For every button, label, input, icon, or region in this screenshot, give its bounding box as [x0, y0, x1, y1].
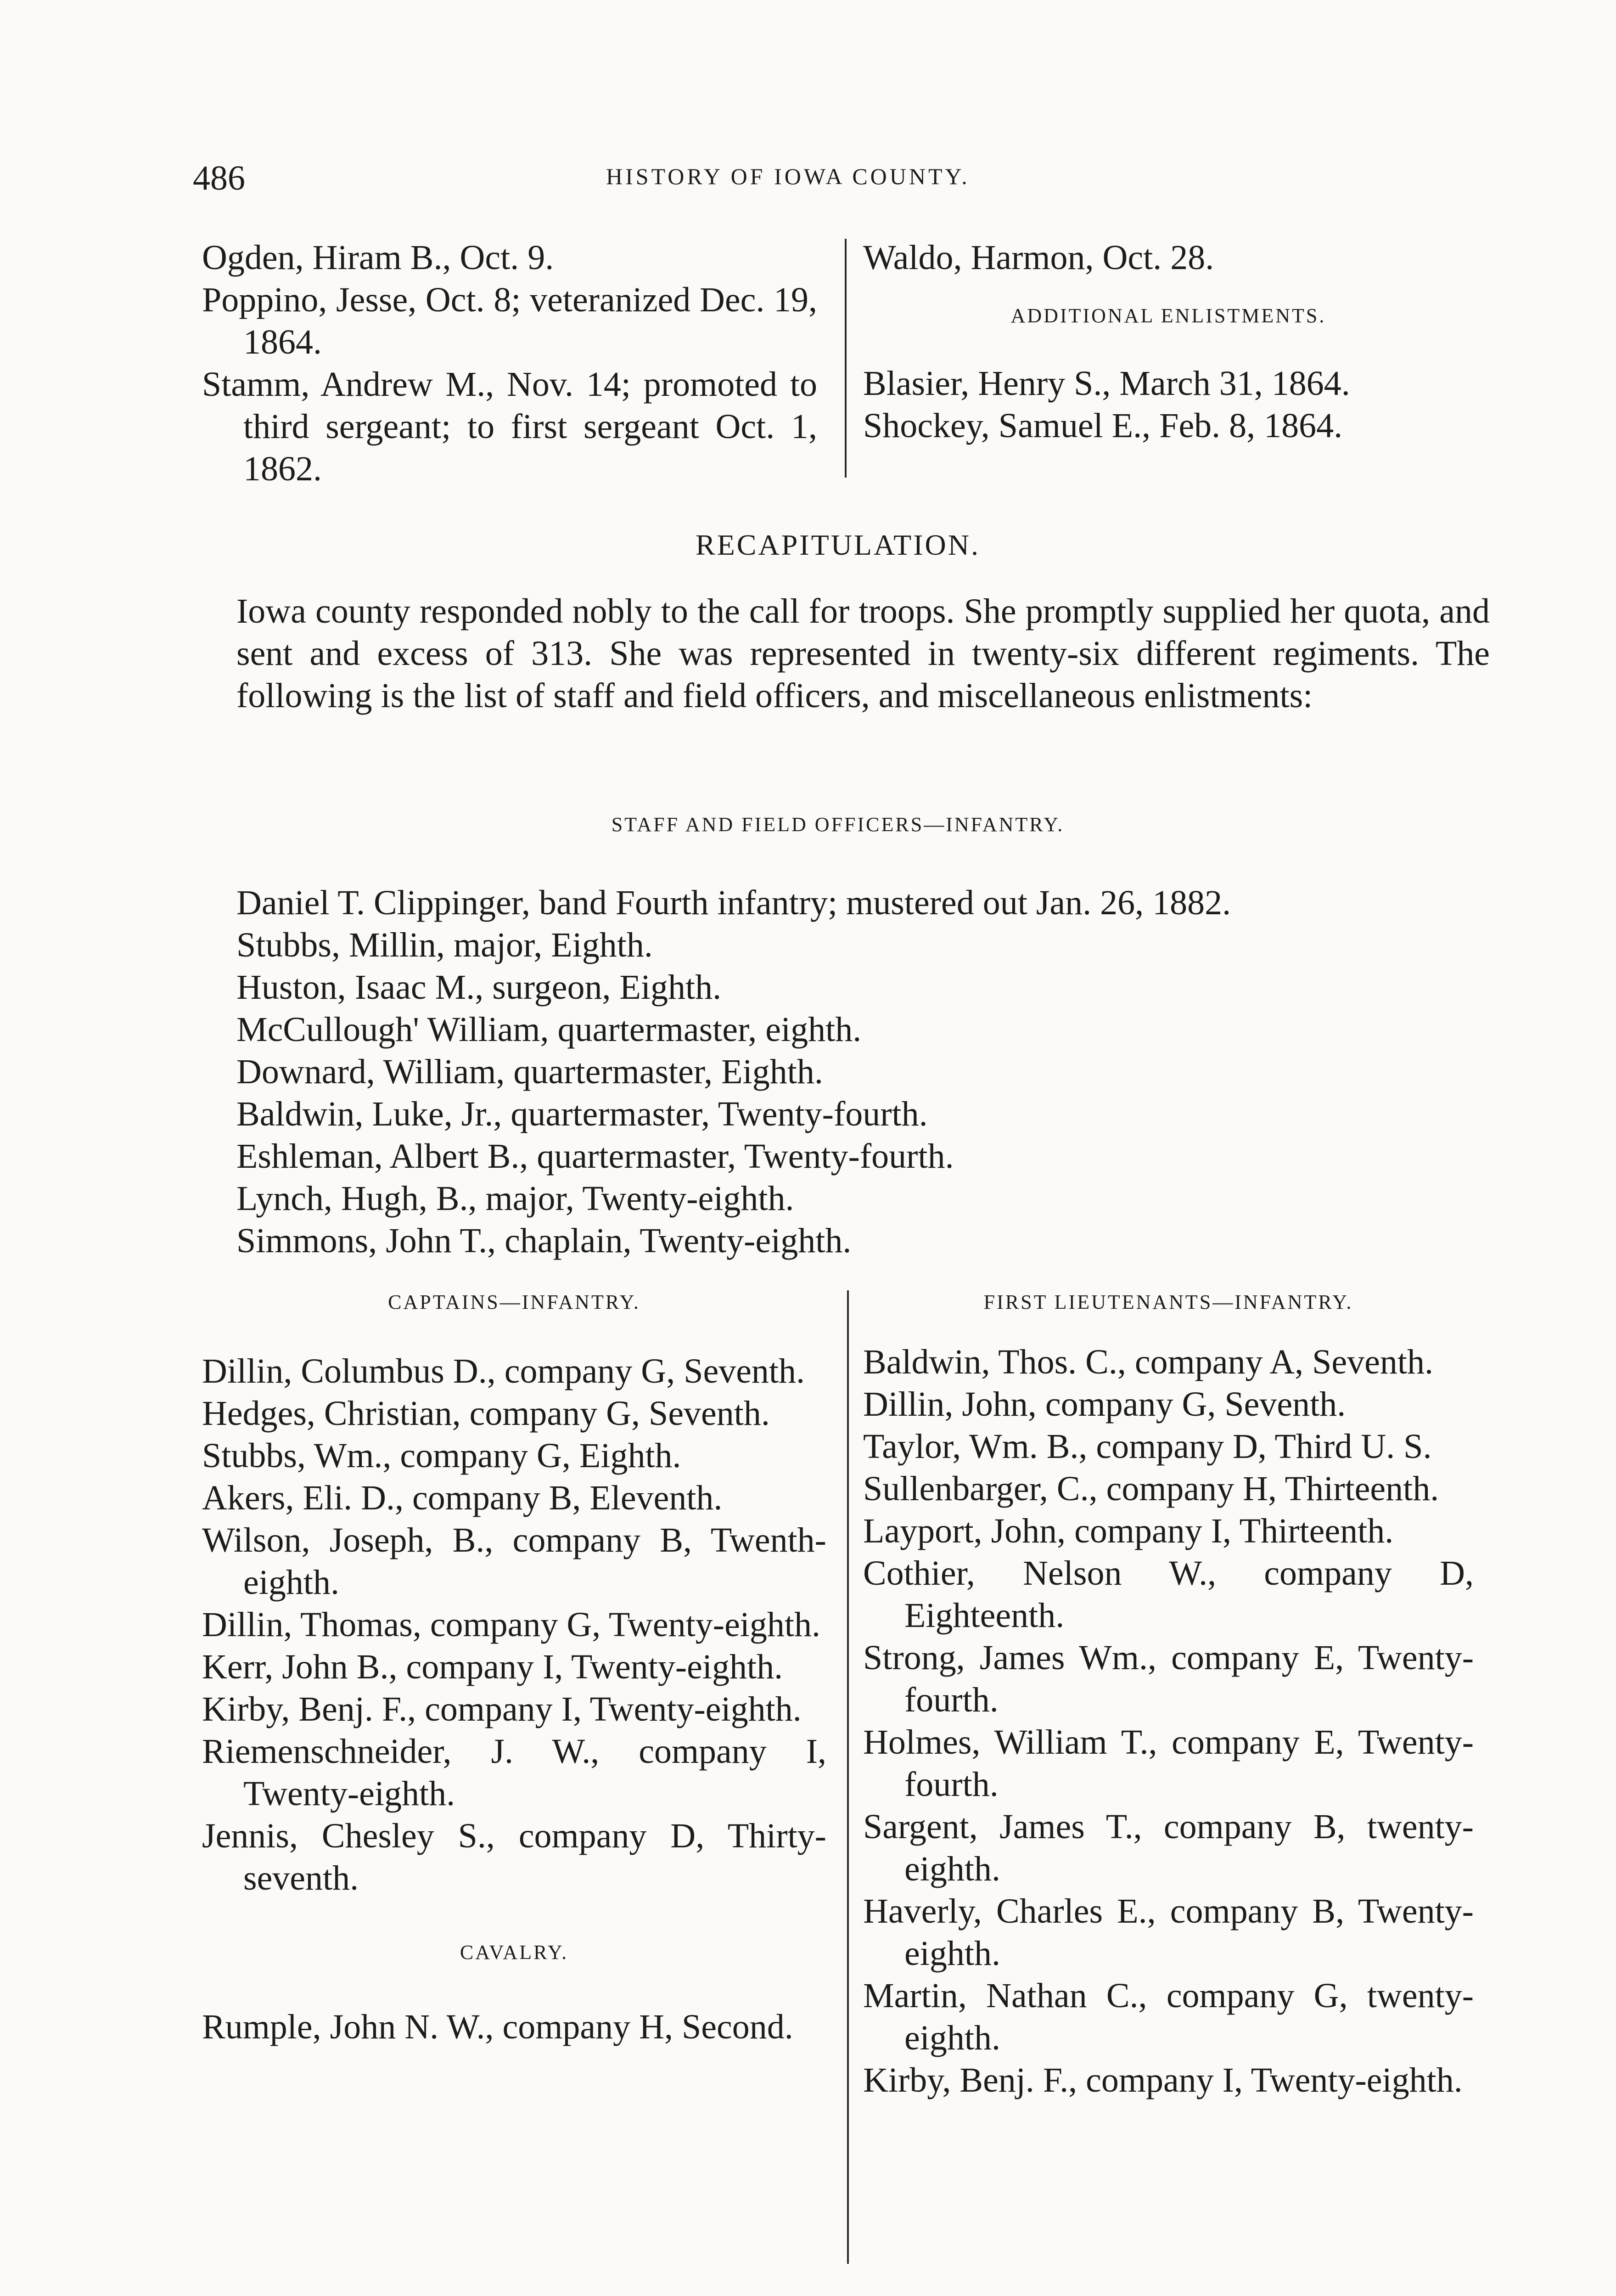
page-number: 486 [193, 159, 245, 197]
list-item: Daniel T. Clippinger, band Fourth infantry; mustered out Jan. 26, 1882. [236, 884, 1231, 922]
list-item: Ogden, Hiram B., Oct. 9. [202, 238, 554, 277]
list-item: Kirby, Benj. F., company I, Twenty-eighth. [202, 1690, 802, 1728]
running-title: HISTORY OF IOWA COUNTY. [606, 163, 970, 189]
list-item: Sullenbarger, C., company H, Thirteenth. [863, 1469, 1439, 1508]
list-item: Martin, Nathan C., company G, twenty-eighth. [863, 1976, 1474, 2057]
column-divider [845, 239, 847, 478]
list-item: Sargent, James T., company B, twenty-eighth. [863, 1807, 1474, 1888]
list-item: Simmons, John T., chaplain, Twenty-eighth. [236, 1221, 852, 1260]
subheading-additional-enlistments: ADDITIONAL ENLISTMENTS. [1010, 304, 1326, 327]
list-item: Akers, Eli. D., company B, Eleventh. [202, 1479, 723, 1517]
list-item: Lynch, Hugh, B., major, Twenty-eighth. [236, 1179, 794, 1218]
list-item: Waldo, Harmon, Oct. 28. [863, 238, 1214, 277]
list-item: Dillin, John, company G, Seventh. [863, 1385, 1346, 1424]
captains-heading: CAPTAINS—INFANTRY. [388, 1291, 640, 1313]
list-item: Riemenschneider, J. W., company I, Twenty-eighth. [202, 1732, 826, 1813]
list-item: Stubbs, Wm., company G, Eighth. [202, 1436, 681, 1475]
list-item: Kirby, Benj. F., company I, Twenty-eighth. [863, 2061, 1463, 2099]
list-item: Stamm, Andrew M., Nov. 14; promoted to third sergeant; to first sergeant Oct. 1, 1862. [202, 365, 817, 488]
list-item: Poppino, Jesse, Oct. 8; veteranized Dec. 19, 1864. [202, 281, 817, 361]
column-divider [847, 1290, 849, 2264]
list-item: Shockey, Samuel E., Feb. 8, 1864. [863, 406, 1343, 445]
list-item: Layport, John, company I, Thirteenth. [863, 1512, 1394, 1550]
list-item: Cothier, Nelson W., company D, Eighteenth. [863, 1554, 1474, 1635]
list-item: Taylor, Wm. B., company D, Third U. S. [863, 1427, 1432, 1466]
staff-list [236, 882, 1490, 1262]
list-item: Haverly, Charles E., company B, Twenty-eighth. [863, 1892, 1474, 1973]
list-item: Baldwin, Thos. C., company A, Seventh. [863, 1343, 1433, 1381]
cavalry-heading: CAVALRY. [460, 1941, 569, 1964]
list-item: Holmes, William T., company E, Twenty-fourth. [863, 1723, 1474, 1804]
list-item: Eshleman, Albert B., quartermaster, Twenty-fourth. [236, 1137, 954, 1176]
list-item: Hedges, Christian, company G, Seventh. [202, 1394, 770, 1433]
list-item: Kerr, John B., company I, Twenty-eighth. [202, 1648, 783, 1686]
list-item: Rumple, John N. W., company H, Second. [202, 2008, 793, 2046]
list-item: Baldwin, Luke, Jr., quartermaster, Twenty-fourth. [236, 1095, 928, 1133]
list-item: Stubbs, Millin, major, Eighth. [236, 926, 653, 964]
list-item: Blasier, Henry S., March 31, 1864. [863, 364, 1350, 403]
list-item: Wilson, Joseph, B., company B, Twenth-eighth. [202, 1521, 826, 1602]
list-item: Strong, James Wm., company E, Twenty-fourth. [863, 1638, 1474, 1719]
recapitulation-heading: RECAPITULATION. [696, 529, 980, 561]
list-item: McCullough' William, quartermaster, eighth. [236, 1010, 862, 1049]
list-item: Dillin, Thomas, company G, Twenty-eighth. [202, 1605, 821, 1644]
top-right-column [863, 236, 1474, 447]
first-lieutenants-list [863, 1341, 1474, 2101]
list-item: Dillin, Columbus D., company G, Seventh. [202, 1352, 805, 1390]
list-item: Downard, William, quartermaster, Eighth. [236, 1052, 823, 1091]
captains-list [202, 1350, 826, 2048]
list-item: Jennis, Chesley S., company D, Thirty-seventh. [202, 1817, 826, 1897]
first-lieutenants-heading: FIRST LIEUTENANTS—INFANTRY. [983, 1291, 1353, 1313]
list-item: Huston, Isaac M., surgeon, Eighth. [236, 968, 722, 1007]
staff-heading: STAFF AND FIELD OFFICERS—INFANTRY. [611, 813, 1065, 836]
top-left-column [202, 236, 817, 490]
recapitulation-paragraph: Iowa county responded nobly to the call for troops. She promptly supplied her quota, and sent and excess of 313. She was represented in twenty-six different regiments. The following is the list of staff and field officers, and miscellaneous enlistments: [236, 592, 1490, 715]
